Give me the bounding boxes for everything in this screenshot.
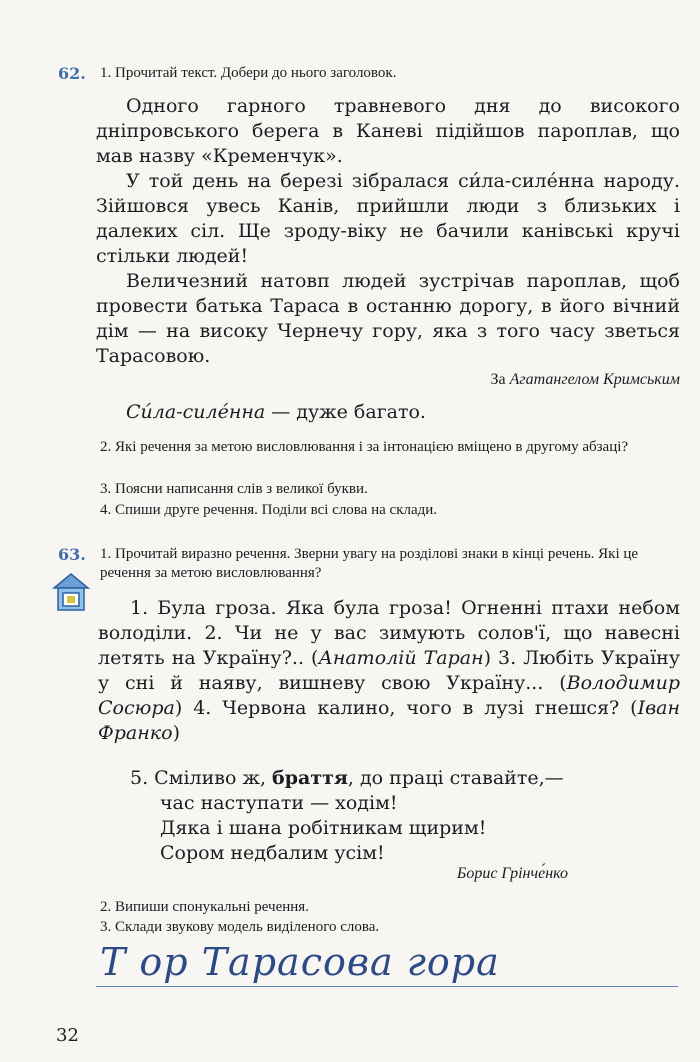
exercise-62-source bbox=[400, 370, 680, 389]
exercise-63-sentences bbox=[98, 596, 680, 746]
exercise-62-text bbox=[96, 94, 680, 369]
source-author: Агатангелом Кримським bbox=[509, 371, 680, 388]
highlighted-word: браття bbox=[272, 767, 348, 789]
sentence-2-author: Анатолій Таран bbox=[318, 647, 484, 669]
poem-line-4: Сором недбалим усім! bbox=[160, 842, 385, 864]
exercise-62-number: 62. bbox=[58, 64, 86, 83]
sentence-4: 4. Червона калино, чого в лузі гнешся? bbox=[193, 697, 620, 719]
sentence-2: 2. Чи не у вас зимують солов'ї, що навесні летять на Україну?.. bbox=[98, 622, 680, 669]
sentence-3-author: Володимир Сосюра bbox=[98, 672, 680, 719]
sentence-1: 1. Була гроза. Яка була гроза! Огненні птахи небом володіли. bbox=[98, 597, 680, 644]
gloss-definition: — дуже багато. bbox=[271, 401, 426, 423]
poem-line-1-start: 5. Сміливо ж, bbox=[130, 767, 266, 789]
paragraph-2: У той день на березі зібралася си́ла-силе́нна народу. Зійшовся увесь Канів, прийшли люди з близьких і далеких сіл. Ще зроду-віку не бачили канівські кручі стільки людей! bbox=[96, 170, 680, 267]
writing-guide-line bbox=[96, 986, 678, 987]
page-number: 32 bbox=[56, 1025, 79, 1046]
poem-line-3: Дяка і шана робітникам щирим! bbox=[160, 817, 487, 839]
exercise-62-task-2: 2. Які речення за метою висловлювання і за інтонацією вміщено в другому абзаці? bbox=[100, 439, 629, 455]
poem bbox=[130, 766, 680, 866]
exercise-63-task-2: 2. Випиши спонукальні речення. bbox=[100, 899, 309, 915]
sentence-3: 3. Любіть Україну у сні й наяву, вишневу свою Україну... bbox=[98, 647, 681, 694]
exercise-62-task-1: 1. Прочитай текст. Добери до нього заголовок. bbox=[100, 65, 397, 81]
poem-line-1-end: , до праці ставайте,— bbox=[347, 767, 564, 789]
paragraph-1: Одного гарного травневого дня до високого дніпровського берега в Каневі підійшов пароплав, що мав назву «Кременчук». bbox=[96, 95, 680, 167]
exercise-62-gloss bbox=[126, 400, 680, 425]
exercise-62-task-4: 4. Спиши друге речення. Поділи всі слова на склади. bbox=[100, 502, 438, 518]
poem-line-1 bbox=[130, 766, 680, 791]
handwritten-line: Т ор Тарасова гора bbox=[100, 940, 500, 984]
exercise-63-task-1: 1. Прочитай виразно речення. Зверни увагу на розділові знаки в кінці речень. Які це речення за метою висловлювання? bbox=[100, 546, 639, 581]
exercise-62-task-3: 3. Поясни написання слів з великої букви. bbox=[100, 481, 368, 497]
exercise-63-number: 63. bbox=[58, 545, 86, 564]
poem-author: Борис Грінче́нко bbox=[456, 865, 568, 882]
home-work-icon bbox=[52, 572, 90, 612]
paragraph-3: Величезний натовп людей зустрічав пароплав, щоб провести батька Тараса в останню дорогу, в його вічний дім — на високу Чернечу гору, яка з того часу зветься Тарасовою. bbox=[96, 270, 680, 367]
source-prefix: За bbox=[490, 371, 506, 388]
exercise-63-task-3: 3. Склади звукову модель виділеного слова. bbox=[100, 919, 380, 935]
gloss-term: Си́ла-силе́нна bbox=[126, 401, 266, 423]
poem-line-2: час наступати — ходім! bbox=[160, 792, 398, 814]
sentence-block: 1. Була гроза. Яка була гроза! Огненні птахи небом володіли. 2. Чи не у вас зимують солов'ї, що навесні летять на Україну?.. (Анатолій Таран) 3. Любіть Україну у сні й наяву, вишневу свою Україну... (Володимир Сосюра) 4. Червона калино, чого в лузі гнешся? (Іван Франко) bbox=[98, 597, 681, 744]
sentence-4-author: Іван Франко bbox=[98, 697, 681, 744]
